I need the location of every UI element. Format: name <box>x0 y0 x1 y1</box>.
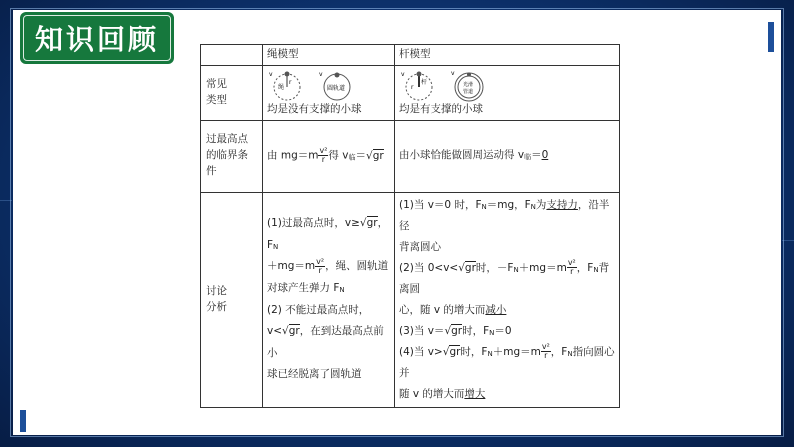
label-line: 类型 <box>206 93 227 106</box>
text-run: ，F <box>576 261 594 274</box>
rod-diagrams <box>399 68 615 102</box>
deco-bar <box>768 22 774 52</box>
sqrt: √gr <box>365 149 384 162</box>
subscript: 临 <box>348 153 356 162</box>
table-row-types <box>201 65 620 120</box>
text-line <box>267 256 390 278</box>
comparison-table <box>200 44 620 408</box>
text-run: ，F <box>267 217 389 251</box>
diag-label: v <box>269 70 273 78</box>
radicand: gr <box>464 261 476 274</box>
fraction-denominator: r <box>570 267 574 276</box>
text-run: ＋mg＝m <box>518 261 567 274</box>
text-line <box>399 300 615 321</box>
track-diagram <box>315 68 359 102</box>
subscript: 临 <box>524 153 532 162</box>
table-header-row <box>201 45 620 66</box>
text-run: (2)当 0<v< <box>399 261 459 274</box>
diag-label: v <box>451 69 455 77</box>
radicand: gr <box>372 149 384 162</box>
sqrt: √gr <box>282 325 300 338</box>
diag-label: 绳 <box>278 83 285 91</box>
fraction <box>315 258 325 275</box>
underlined-answer: 增大 <box>464 387 486 400</box>
diag-label: 管道 <box>463 88 474 95</box>
subscript: N <box>481 202 487 211</box>
diag-label: 圆轨道 <box>327 84 346 92</box>
text-run: 对球产生弹力 F <box>267 281 340 294</box>
fraction-numerator: v² <box>567 258 576 267</box>
text-line: (2) 不能过最高点时， <box>267 303 370 316</box>
text-run: 时，－F <box>475 261 514 274</box>
text-run: (1)当 v＝0 时，F <box>399 198 482 211</box>
fraction-numerator: v² <box>319 146 328 156</box>
fraction <box>541 343 551 360</box>
subscript: N <box>487 349 493 358</box>
diag-label: r <box>411 83 414 91</box>
text-run: ＋mg＝m <box>267 260 316 273</box>
text-run: (3)当 v＝ <box>399 324 445 337</box>
diag-label: 杆 <box>421 78 428 86</box>
text-run: 指向圆心并 <box>399 345 615 379</box>
radicand: gr <box>451 324 463 337</box>
text-run: 时，F <box>460 345 488 358</box>
header-rope: 绳模型 <box>263 45 395 66</box>
label-line: 的临界条 <box>206 149 248 162</box>
diag-label: r <box>289 78 292 86</box>
subscript: N <box>530 202 536 211</box>
text-run: 为 <box>535 198 547 211</box>
header-empty-cell <box>201 45 263 66</box>
label-line: 件 <box>206 164 217 177</box>
label-line: 过最高点 <box>206 133 248 146</box>
rope-analysis-cell <box>263 192 395 407</box>
text-run: ，沿半径 <box>399 198 610 232</box>
rod-critical-cell <box>395 120 620 192</box>
sqrt: √gr <box>359 217 378 230</box>
sqrt: √gr <box>442 345 461 358</box>
text-run: ＋mg＝m <box>492 345 541 358</box>
rope-types-cell <box>263 65 395 120</box>
tube-diagram <box>447 68 491 102</box>
text-line <box>399 258 615 300</box>
subscript: N <box>273 242 279 251</box>
rope-diagram <box>267 68 305 102</box>
text-line: 背离圆心 <box>399 240 441 253</box>
fraction-denominator: r <box>321 155 326 165</box>
rope-diagrams <box>267 68 390 102</box>
fraction-numerator: v² <box>316 256 325 266</box>
rod-analysis-cell <box>395 192 620 407</box>
underlined-answer: 支持力 <box>546 198 578 211</box>
text-run: 心，随 v 的增大而 <box>399 303 486 316</box>
fraction <box>567 259 577 276</box>
row-label-critical <box>201 120 263 192</box>
radicand: gr <box>449 345 461 358</box>
text-run: ＝ <box>355 149 366 162</box>
radicand: gr <box>366 217 378 230</box>
text-run: (4)当 v> <box>399 345 443 358</box>
text-line <box>267 321 390 364</box>
subscript: N <box>339 285 345 294</box>
sqrt: √gr <box>444 324 463 337</box>
text-run: ＝mg，F <box>486 198 531 211</box>
label-line: 讨论 <box>206 284 227 297</box>
table-row-analysis <box>201 192 620 407</box>
text-run: v< <box>267 325 283 338</box>
table-row-critical <box>201 120 620 192</box>
text-line <box>399 321 615 342</box>
fraction-numerator: v² <box>541 342 550 351</box>
text-run: 背离圆 <box>399 261 610 295</box>
diag-label: v <box>319 70 323 78</box>
deco-bar <box>20 410 26 432</box>
row-label-analysis <box>201 192 263 407</box>
radicand: gr <box>288 325 300 338</box>
badge-title: 知识回顾 <box>34 23 159 56</box>
text-run: ，在到达最高点前小 <box>267 325 384 359</box>
subscript: N <box>593 265 599 274</box>
text-line <box>399 384 615 405</box>
label-line: 分析 <box>206 300 227 313</box>
sqrt: √gr <box>458 261 476 274</box>
text-run: 得 v <box>328 149 349 162</box>
text-run: ，绳、圆轨道 <box>325 260 389 273</box>
text-run: 时，F <box>462 324 490 337</box>
subscript: N <box>567 349 573 358</box>
fraction-denominator: r <box>318 265 322 275</box>
subscript: N <box>489 328 495 337</box>
label-line: 常见 <box>206 77 227 90</box>
underlined-value: 0 <box>541 149 549 162</box>
rod-types-cell <box>395 65 620 120</box>
header-rod: 杆模型 <box>395 45 620 66</box>
text-run: 由 mg＝m <box>267 149 319 162</box>
subscript: N <box>513 265 519 274</box>
text-run: 随 v 的增大而 <box>399 387 465 400</box>
rope-critical-cell <box>263 120 395 192</box>
fraction <box>318 147 328 164</box>
underlined-answer: 减小 <box>485 303 507 316</box>
text-line: 球已经脱离了圆轨道 <box>267 368 362 381</box>
diag-label: v <box>401 70 405 78</box>
diag-label: 光滑 <box>463 81 474 88</box>
rod-diagram <box>399 68 437 102</box>
fraction-denominator: r <box>544 351 548 360</box>
text-line <box>267 278 390 300</box>
text-line <box>399 342 615 384</box>
text-line <box>267 213 390 256</box>
section-badge <box>20 12 174 64</box>
text-run: ，F <box>550 345 568 358</box>
rope-types-text: 均是没有支撑的小球 <box>267 102 362 115</box>
rod-types-text: 均是有支撑的小球 <box>399 102 483 115</box>
text-run: ＝ <box>531 149 542 162</box>
text-run: ＝0 <box>494 324 512 337</box>
row-label-types <box>201 65 263 120</box>
text-run: (1)过最高点时，v≥ <box>267 217 360 230</box>
text-line <box>399 195 615 237</box>
text-run: 由小球恰能做圆周运动得 v <box>399 149 525 162</box>
